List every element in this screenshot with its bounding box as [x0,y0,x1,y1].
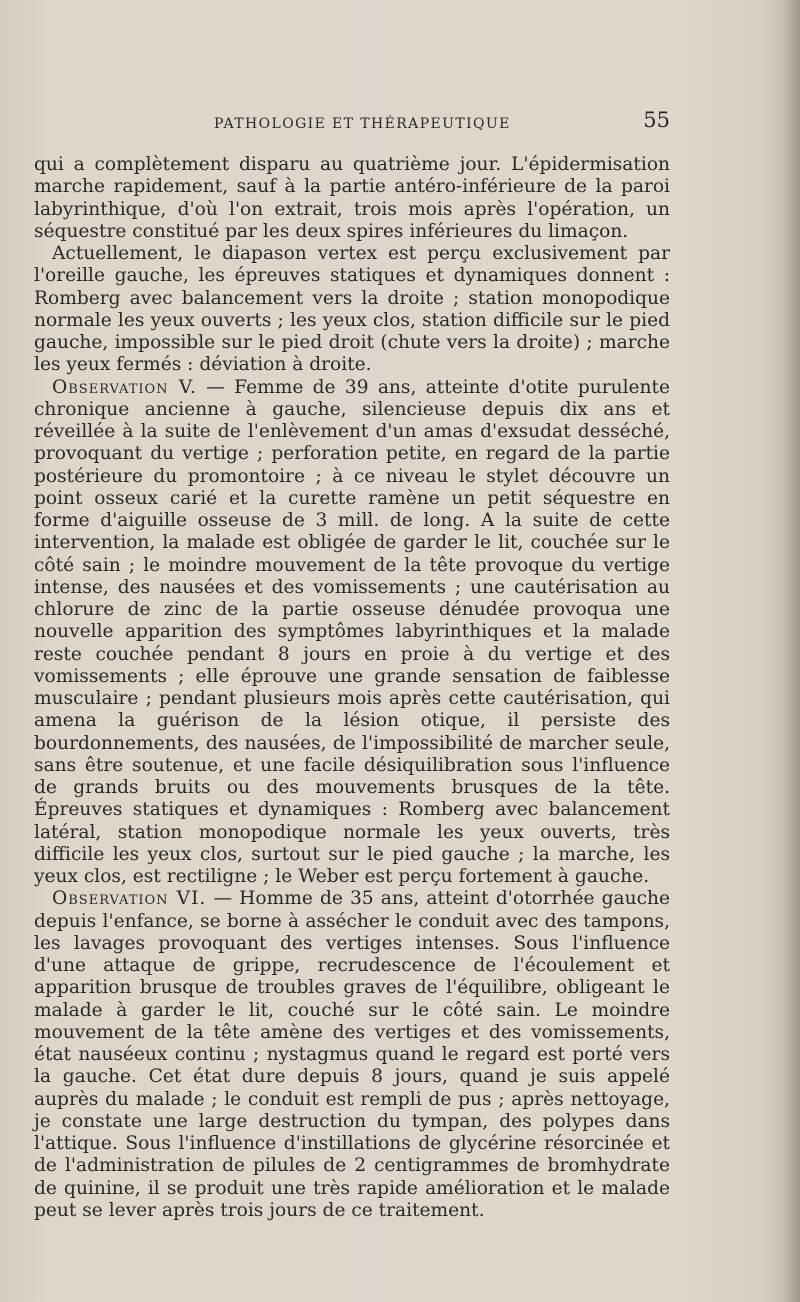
observation-5 [34,377,670,889]
running-title: PATHOLOGIE ET THÉRAPEUTIQUE [214,116,511,132]
paragraph-current-state: Actuellement, le diapason vertex est perçu exclusivement par l'oreille gauche, les épreuves statiques et dynamiques donnent : Romberg avec balancement vers la droite ; station monopodique normale les yeux ouverts ; les yeux clos, station difficile sur le pied gauche, impossible sur le pied droit (chute vers la droite) ; marche les yeux fermés : déviation à droite. [34,243,670,376]
page-number: 55 [643,108,670,132]
page-edge-shadow [782,0,800,1302]
observation-6 [34,888,670,1222]
observation-5-label: Observation V. [52,376,197,398]
observation-6-text: — Homme de 35 ans, atteint d'otorrhée gauche depuis l'enfance, se borne à assécher le conduit avec des tampons, les lavages provoquant des vertiges intenses. Sous l'influence d'une attaque de grippe, recrudescence de l'écoulement et apparition brusque de troubles graves de l'équilibre, obligeant le malade à garder le lit, couché sur le côté sain. Le moindre mouvement de la tête amène des vertiges et des vomissements, état nauséeux continu ; nystagmus quand le regard est porté vers la gauche. Cet état dure depuis 8 jours, quand je suis appelé auprès du malade ; le conduit est rempli de pus ; après nettoyage, je constate une large destruction du tympan, des polypes dans l'attique. Sous l'influence d'instillations de glycérine résorcinée et de l'administration de pilules de 2 centigrammes de bromhydrate de quinine, il se produit une très rapide amélioration et le malade peut se lever après trois jours de ce traitement. [34,888,670,1221]
observation-6-label: Observation VI. [52,888,207,910]
paragraph-continuation: qui a complètement disparu au quatrième jour. L'épidermisation marche rapidement, sauf à la partie antéro-inférieure de la paroi labyrinthique, d'où l'on extrait, trois mois après l'opération, un séquestre constitué par les deux spires inférieures du limaçon. [34,154,670,242]
page-header [34,108,670,138]
body-text [34,154,670,1222]
observation-5-text: — Femme de 39 ans, atteinte d'otite purulente chronique ancienne à gauche, silencieuse depuis dix ans et réveillée à la suite de l'enlèvement d'un amas d'exsudat desséché, provoquant du vertige ; perforation petite, en regard de la partie postérieure du promontoire ; à ce niveau le stylet découvre un point osseux carié et la curette ramène un petit séquestre en forme d'aiguille osseuse de 3 mill. de long. A la suite de cette intervention, la malade est obligée de garder le lit, couchée sur le côté sain ; le moindre mouvement de la tête provoque du vertige intense, des nausées et des vomissements ; une cautérisation au chlorure de zinc de la partie osseuse dénudée provoqua une nouvelle apparition des symptômes labyrinthiques et la malade reste couchée pendant 8 jours en proie à du vertige et des vomissements ; elle éprouve une grande sensation de faiblesse musculaire ; pendant plusieurs mois après cette cautérisation, qui amena la guérison de la lésion otique, il persiste des bourdonnements, des nausées, de l'impossibilité de marcher seule, sans être soutenue, et une facile désiquilibration sous l'influence de grands bruits ou des mouvements brusques de la tête. Épreuves statiques et dynamiques : Romberg avec balancement latéral, station monopodique normale les yeux ouverts, très difficile les yeux clos, surtout sur le pied gauche ; la marche, les yeux clos, est rectiligne ; le Weber est perçu fortement à gauche. [34,376,670,887]
